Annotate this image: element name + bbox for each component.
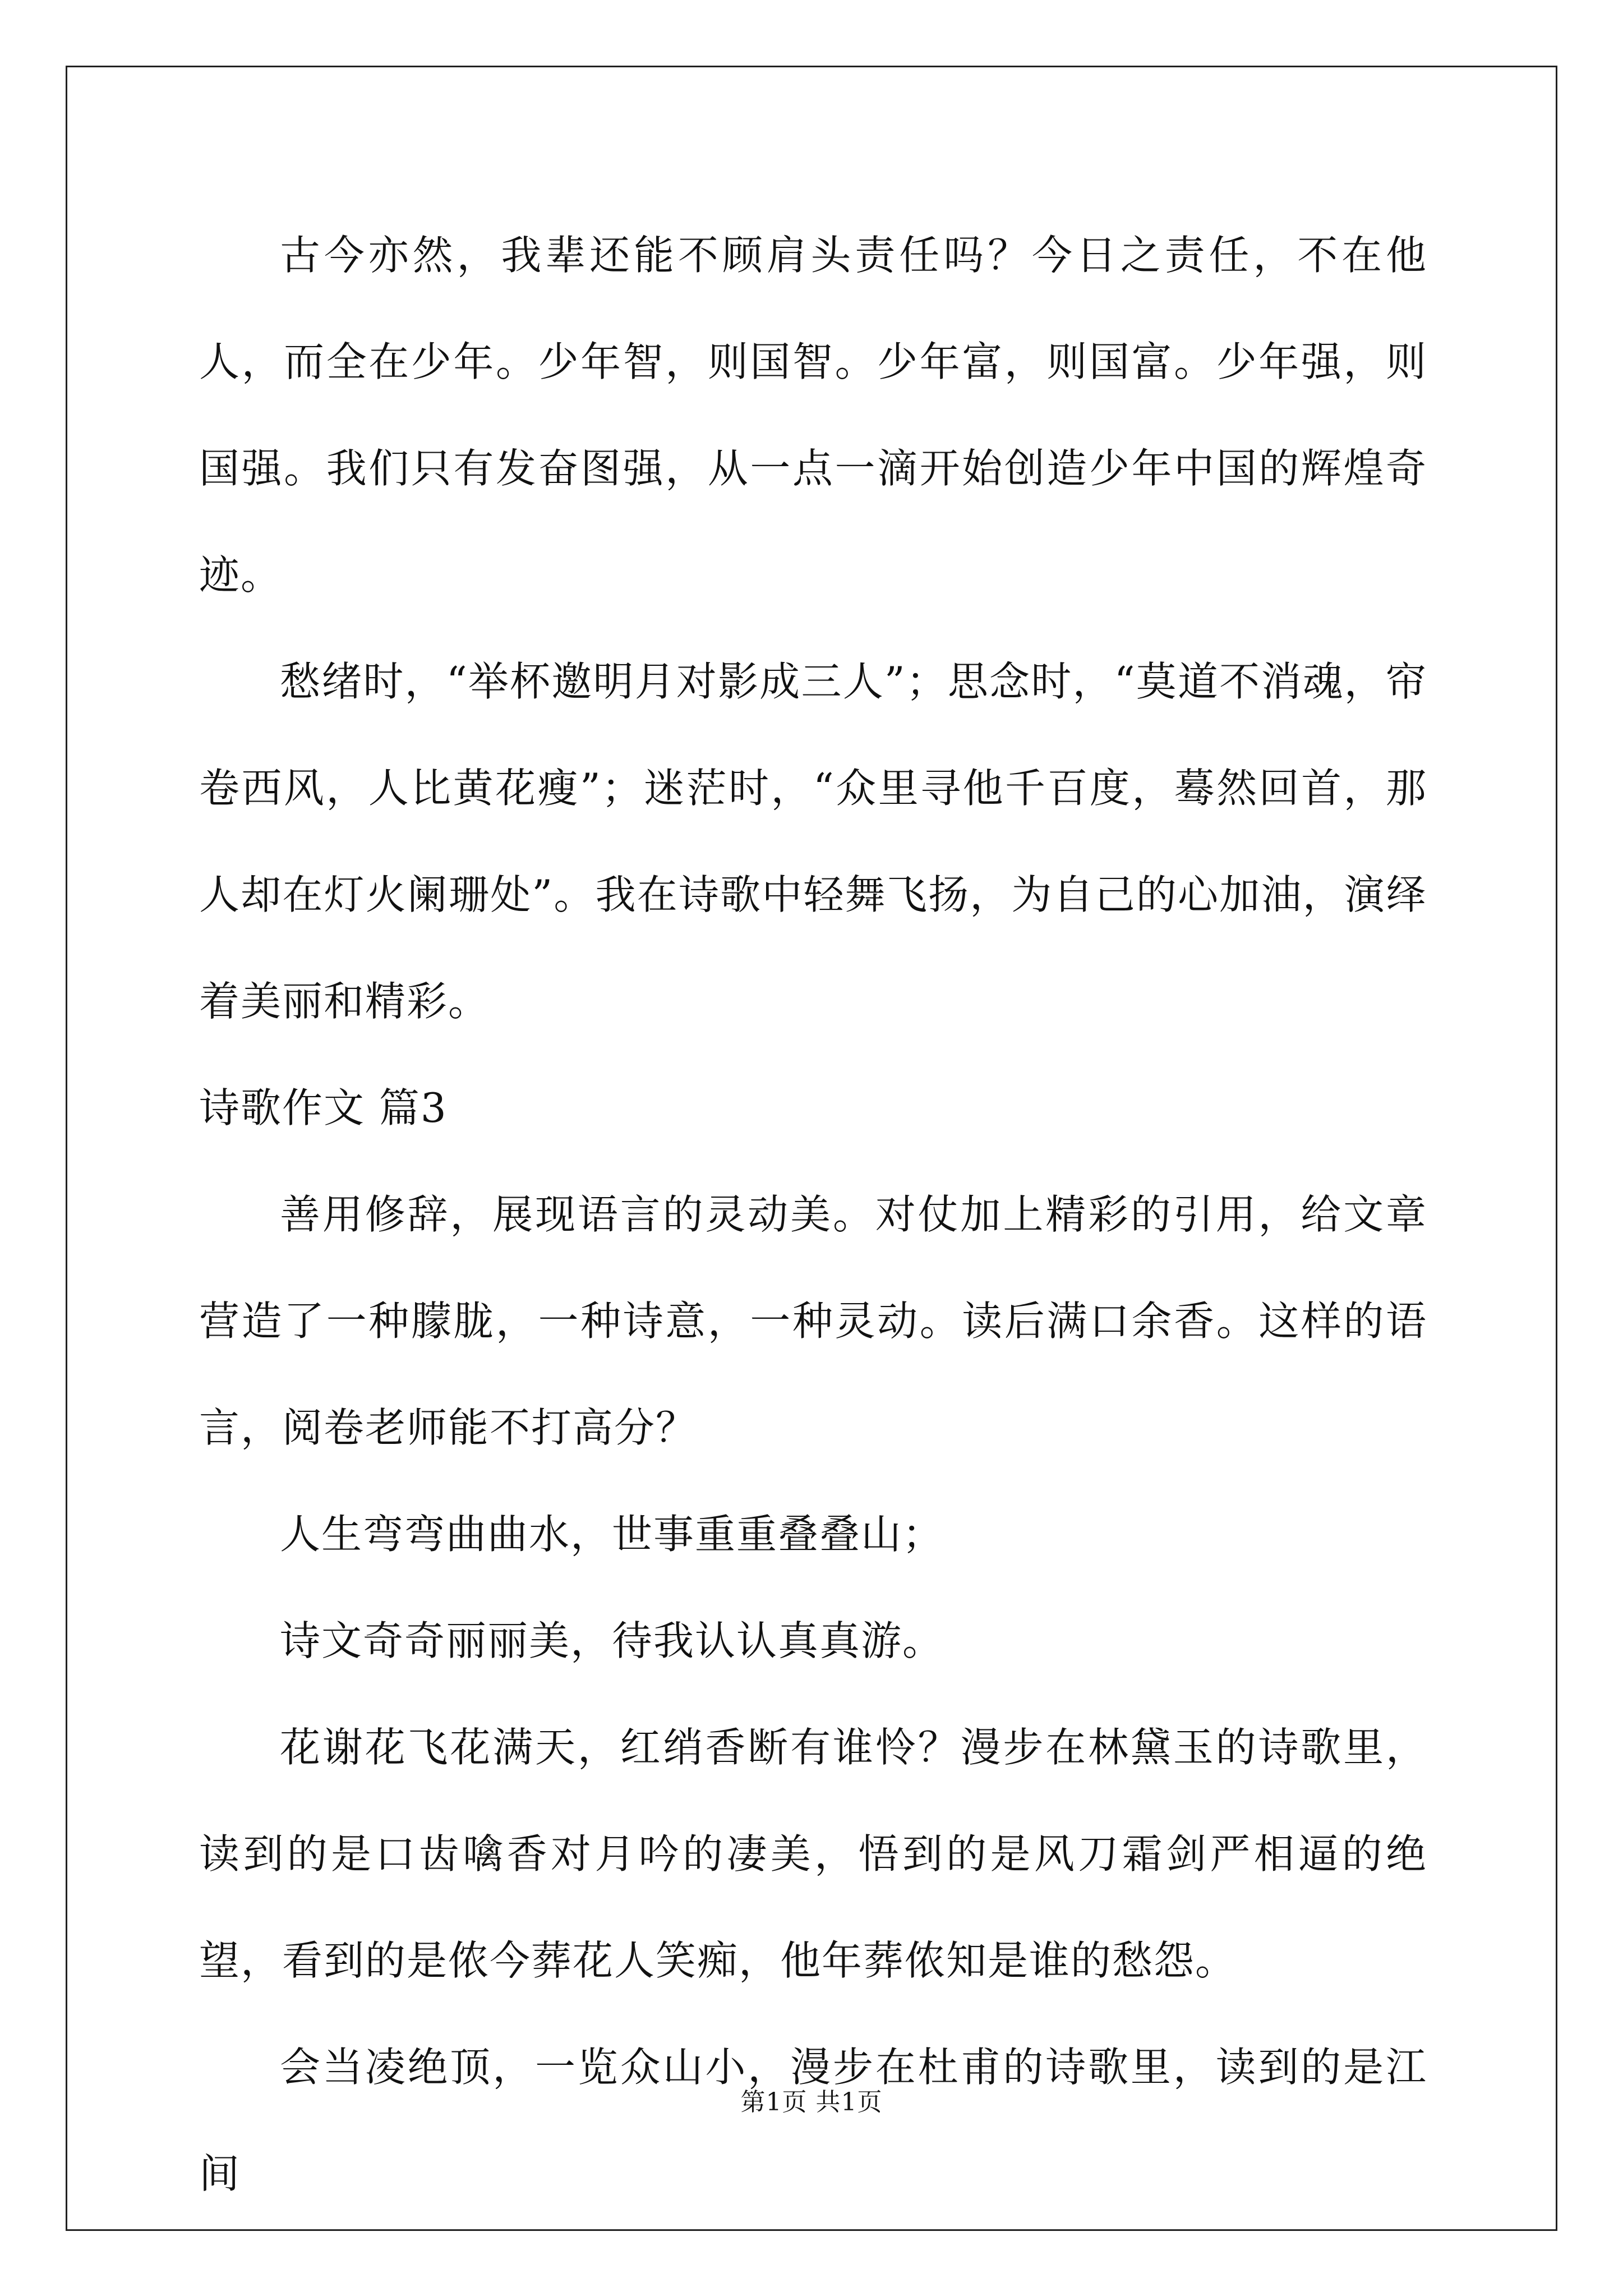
paragraph: 善用修辞，展现语言的灵动美。对仗加上精彩的引用，给文章营造了一种朦胧，一种诗意，一种灵动。读后满口余香。这样的语言，阅卷老师能不打高分？ — [199, 1191, 1427, 1451]
paragraph: 人生弯弯曲曲水，世事重重叠叠山； — [280, 1511, 944, 1558]
section-heading: 诗歌作文 篇3 — [199, 1084, 448, 1131]
paragraph: 会当凌绝顶，一览众山小，漫步在杜甫的诗歌里，读到的是江间 — [199, 2044, 1427, 2197]
paragraph: 花谢花飞花满天，红绡香断有谁怜？漫步在林黛玉的诗歌里，读到的是口齿噙香对月吟的凄美，悟到的是风刀霜剑严相逼的绝望，看到的是侬今葬花人笑痴，他年葬侬知是谁的愁怨。 — [199, 1724, 1427, 1984]
paragraph: 愁绪时，“举杯邀明月对影成三人”；思念时，“莫道不消魂，帘卷西风，人比黄花瘦”；迷茫时，“众里寻他千百度，蓦然回首，那人却在灯火阑珊处”。我在诗歌中轻舞飞扬，为自己的心加油，演绎着美丽和精彩。 — [199, 658, 1427, 1025]
page-footer: 第1页 共1页 — [740, 2088, 883, 2116]
paragraph: 诗文奇奇丽丽美，待我认认真真游。 — [280, 1617, 944, 1664]
document-body — [199, 202, 1427, 2227]
paragraph: 古今亦然，我辈还能不顾肩头责任吗？今日之责任，不在他人，而全在少年。少年智，则国智。少年富，则国富。少年强，则国强。我们只有发奋图强，从一点一滴开始创造少年中国的辉煌奇迹。 — [199, 232, 1427, 599]
